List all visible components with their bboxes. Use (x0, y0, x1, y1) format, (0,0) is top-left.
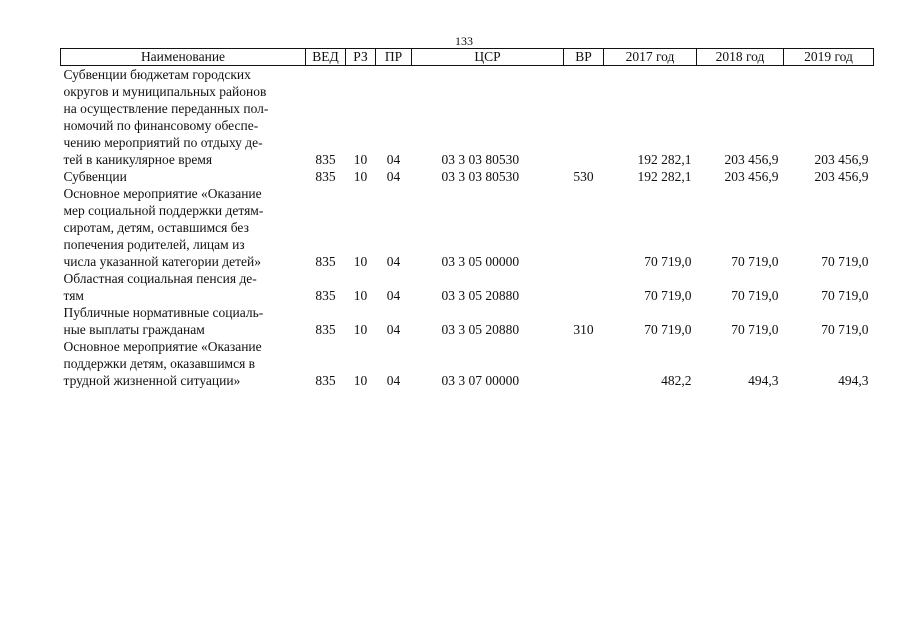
name-line: номочий по финансовому обеспе- (63, 118, 259, 133)
header-ved: ВЕД (306, 49, 346, 66)
name-cell (61, 304, 306, 338)
header-2017: 2017 год (604, 49, 697, 66)
csr-cell: 03 3 03 80530 (441, 152, 520, 167)
vr-cell (564, 185, 604, 270)
vr-cell: 530 (573, 169, 594, 184)
ved-cell: 835 (315, 373, 336, 388)
amount-2019-cell: 70 719,0 (821, 254, 869, 269)
amount-2019-cell: 203 456,9 (814, 152, 869, 167)
name-line: ные выплаты гражданам (63, 322, 205, 337)
amount-2018-cell: 70 719,0 (731, 322, 779, 337)
name-cell (61, 270, 306, 304)
vr-cell: 310 (573, 322, 594, 337)
ved-cell: 835 (315, 152, 336, 167)
ved-cell: 835 (315, 288, 336, 303)
name-line: сиротам, детям, оставшимся без (63, 220, 249, 235)
pr-cell: 04 (386, 152, 401, 167)
vr-cell (564, 270, 604, 304)
table-row (61, 66, 874, 169)
amount-2019-cell: 494,3 (838, 373, 869, 388)
rz-cell: 10 (353, 152, 368, 167)
name-line: поддержки детям, оказавшимся в (63, 356, 256, 371)
amount-2017-cell: 70 719,0 (644, 322, 692, 337)
name-line: чению мероприятий по отдыху де- (63, 135, 263, 150)
header-vr: ВР (564, 49, 604, 66)
header-csr: ЦСР (412, 49, 564, 66)
amount-2019-cell: 70 719,0 (821, 322, 869, 337)
amount-2019-cell: 70 719,0 (821, 288, 869, 303)
pr-cell: 04 (386, 322, 401, 337)
amount-2018-cell: 203 456,9 (724, 169, 779, 184)
header-name: Наименование (61, 49, 306, 66)
vr-cell (564, 338, 604, 389)
header-2019: 2019 год (784, 49, 874, 66)
pr-cell: 04 (386, 254, 401, 269)
name-cell (61, 168, 306, 185)
pr-cell: 04 (386, 373, 401, 388)
csr-cell: 03 3 05 00000 (441, 254, 520, 269)
amount-2017-cell: 192 282,1 (637, 169, 692, 184)
amount-2018-cell: 70 719,0 (731, 254, 779, 269)
rz-cell: 10 (353, 254, 368, 269)
name-line: округов и муниципальных районов (63, 84, 267, 99)
ved-cell: 835 (315, 169, 336, 184)
name-line: Основное мероприятие «Оказание (63, 186, 262, 201)
name-line: числа указанной категории детей» (63, 254, 261, 269)
amount-2017-cell: 192 282,1 (637, 152, 692, 167)
amount-2018-cell: 494,3 (748, 373, 779, 388)
budget-table (60, 48, 874, 389)
name-line: тям (63, 288, 84, 303)
table-row (61, 338, 874, 389)
rz-cell: 10 (353, 373, 368, 388)
amount-2018-cell: 203 456,9 (724, 152, 779, 167)
name-line: Субвенции бюджетам городских (63, 67, 251, 82)
amount-2017-cell: 482,2 (661, 373, 692, 388)
name-line: Основное мероприятие «Оказание (63, 339, 262, 354)
table-body (61, 66, 874, 390)
amount-2019-cell: 203 456,9 (814, 169, 869, 184)
pr-cell: 04 (386, 169, 401, 184)
table-header-row (61, 49, 874, 66)
name-line: мер социальной поддержки детям- (63, 203, 264, 218)
csr-cell: 03 3 07 00000 (441, 373, 520, 388)
amount-2018-cell: 70 719,0 (731, 288, 779, 303)
rz-cell: 10 (353, 288, 368, 303)
rz-cell: 10 (353, 169, 368, 184)
table-row (61, 304, 874, 338)
name-line: трудной жизненной ситуации» (63, 373, 241, 388)
csr-cell: 03 3 05 20880 (441, 322, 520, 337)
header-rz: РЗ (346, 49, 376, 66)
name-line: попечения родителей, лицам из (63, 237, 245, 252)
name-cell (61, 185, 306, 270)
header-2018: 2018 год (697, 49, 784, 66)
name-line: тей в каникулярное время (63, 152, 213, 167)
amount-2017-cell: 70 719,0 (644, 254, 692, 269)
vr-cell (564, 66, 604, 169)
name-line: Областная социальная пенсия де- (63, 271, 257, 286)
table-row (61, 270, 874, 304)
csr-cell: 03 3 03 80530 (441, 169, 520, 184)
name-line: на осуществление переданных пол- (63, 101, 269, 116)
pr-cell: 04 (386, 288, 401, 303)
table-row (61, 168, 874, 185)
amount-2017-cell: 70 719,0 (644, 288, 692, 303)
csr-cell: 03 3 05 20880 (441, 288, 520, 303)
ved-cell: 835 (315, 322, 336, 337)
page-number: 133 (455, 34, 473, 48)
header-pr: ПР (376, 49, 412, 66)
name-line: Субвенции (63, 169, 127, 184)
rz-cell: 10 (353, 322, 368, 337)
table-row (61, 185, 874, 270)
name-cell (61, 66, 306, 169)
ved-cell: 835 (315, 254, 336, 269)
name-line: Публичные нормативные социаль- (63, 305, 264, 320)
name-cell (61, 338, 306, 389)
